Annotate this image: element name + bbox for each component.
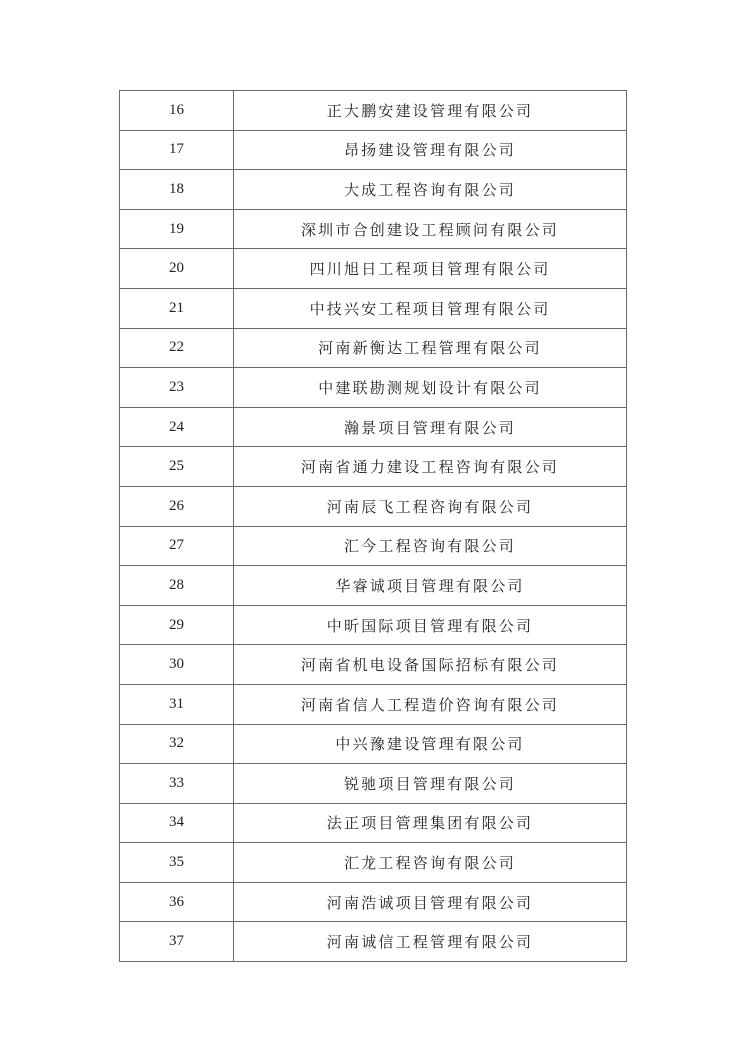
table-row: [120, 486, 627, 526]
row-number: 21: [120, 288, 234, 328]
row-number: 20: [120, 249, 234, 289]
company-name: 河南辰飞工程咨询有限公司: [234, 486, 627, 526]
table-row: [120, 724, 627, 764]
table-row: [120, 407, 627, 447]
table-row: [120, 684, 627, 724]
company-list-table: [119, 90, 627, 962]
row-number: 28: [120, 566, 234, 606]
table-row: [120, 566, 627, 606]
row-number: 34: [120, 803, 234, 843]
row-number: 24: [120, 407, 234, 447]
table-row: [120, 645, 627, 685]
row-number: 19: [120, 209, 234, 249]
company-name: 大成工程咨询有限公司: [234, 170, 627, 210]
table-row: [120, 803, 627, 843]
row-number: 30: [120, 645, 234, 685]
table-row: [120, 368, 627, 408]
company-name: 深圳市合创建设工程顾问有限公司: [234, 209, 627, 249]
company-name: 河南省信人工程造价咨询有限公司: [234, 684, 627, 724]
company-name: 河南省机电设备国际招标有限公司: [234, 645, 627, 685]
table-row: [120, 922, 627, 962]
table-row: [120, 91, 627, 131]
company-name: 河南诚信工程管理有限公司: [234, 922, 627, 962]
table-row: [120, 526, 627, 566]
company-name: 瀚景项目管理有限公司: [234, 407, 627, 447]
company-name: 昂扬建设管理有限公司: [234, 130, 627, 170]
company-name: 中技兴安工程项目管理有限公司: [234, 288, 627, 328]
company-name: 汇今工程咨询有限公司: [234, 526, 627, 566]
row-number: 37: [120, 922, 234, 962]
company-name: 中建联勘测规划设计有限公司: [234, 368, 627, 408]
row-number: 18: [120, 170, 234, 210]
row-number: 33: [120, 764, 234, 804]
row-number: 22: [120, 328, 234, 368]
row-number: 23: [120, 368, 234, 408]
company-name: 中兴豫建设管理有限公司: [234, 724, 627, 764]
table-row: [120, 170, 627, 210]
table-row: [120, 764, 627, 804]
table-row: [120, 209, 627, 249]
company-name: 法正项目管理集团有限公司: [234, 803, 627, 843]
company-name: 河南新衡达工程管理有限公司: [234, 328, 627, 368]
table-row: [120, 843, 627, 883]
row-number: 16: [120, 91, 234, 131]
table-row: [120, 447, 627, 487]
row-number: 27: [120, 526, 234, 566]
company-name: 河南浩诚项目管理有限公司: [234, 882, 627, 922]
row-number: 36: [120, 882, 234, 922]
table-row: [120, 328, 627, 368]
table-row: [120, 288, 627, 328]
table-row: [120, 130, 627, 170]
row-number: 29: [120, 605, 234, 645]
row-number: 32: [120, 724, 234, 764]
row-number: 35: [120, 843, 234, 883]
company-name: 汇龙工程咨询有限公司: [234, 843, 627, 883]
table-row: [120, 882, 627, 922]
table-row: [120, 605, 627, 645]
company-name: 河南省通力建设工程咨询有限公司: [234, 447, 627, 487]
company-name: 锐驰项目管理有限公司: [234, 764, 627, 804]
row-number: 25: [120, 447, 234, 487]
row-number: 31: [120, 684, 234, 724]
table-row: [120, 249, 627, 289]
company-name: 正大鹏安建设管理有限公司: [234, 91, 627, 131]
row-number: 26: [120, 486, 234, 526]
table-body: [120, 91, 627, 962]
row-number: 17: [120, 130, 234, 170]
company-name: 中昕国际项目管理有限公司: [234, 605, 627, 645]
company-name: 四川旭日工程项目管理有限公司: [234, 249, 627, 289]
company-name: 华睿诚项目管理有限公司: [234, 566, 627, 606]
